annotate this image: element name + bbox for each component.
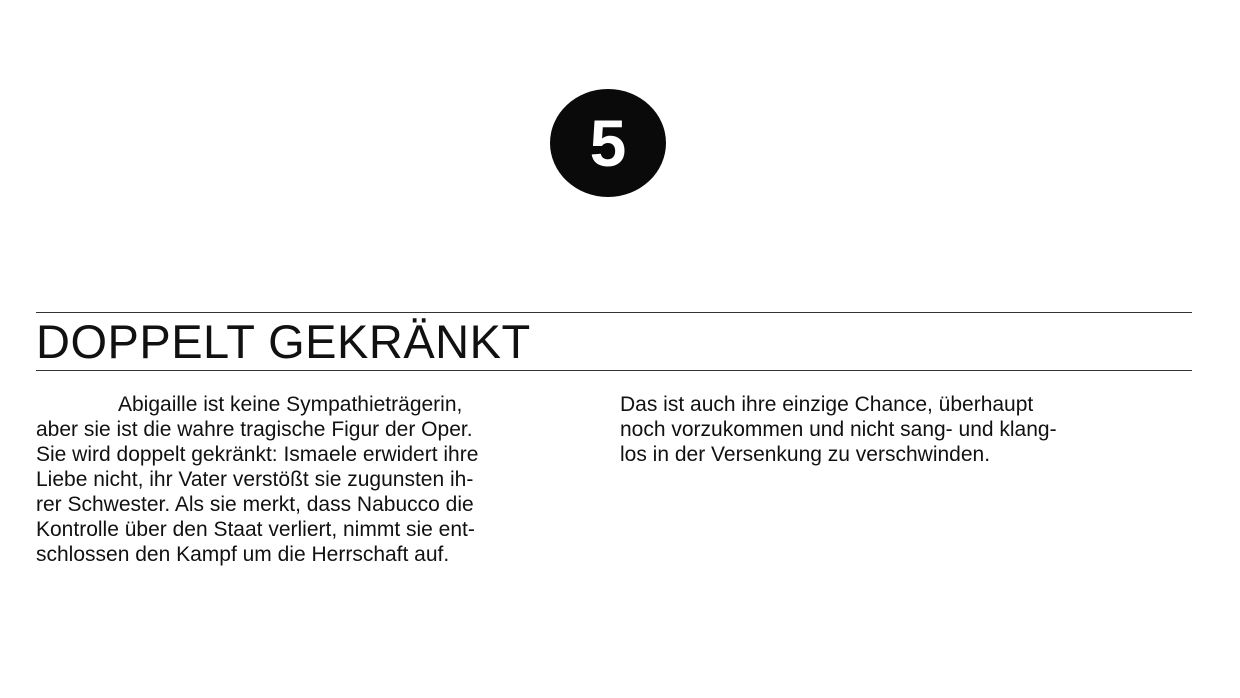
body-line: los in der Versenkung zu verschwinden.	[620, 443, 991, 466]
body-line: schlossen den Kampf um die Herrschaft auf.	[36, 543, 450, 566]
body-line: noch vorzukommen und nicht sang- und klang-	[620, 418, 1057, 441]
body-line: aber sie ist die wahre tragische Figur der Oper.	[36, 418, 473, 441]
body-column-left	[36, 392, 611, 567]
page-headline: DOPPELT GEKRÄNKT	[36, 315, 531, 368]
body-line: rer Schwester. Als sie merkt, dass Nabucco die	[36, 493, 474, 516]
body-line: Sie wird doppelt gekränkt: Ismaele erwidert ihre	[36, 443, 479, 466]
headline-top-rule	[36, 312, 1192, 313]
chapter-number-badge	[550, 89, 666, 197]
body-line: Kontrolle über den Staat verliert, nimmt sie ent-	[36, 518, 475, 541]
body-line: Abigaille ist keine Sympathieträgerin,	[118, 393, 463, 416]
body-line: Das ist auch ihre einzige Chance, überhaupt	[620, 393, 1034, 416]
chapter-number: 5	[589, 106, 627, 180]
body-column-right	[620, 392, 1195, 467]
headline-bottom-rule	[36, 370, 1192, 371]
body-line: Liebe nicht, ihr Vater verstößt sie zugunsten ih-	[36, 468, 474, 491]
